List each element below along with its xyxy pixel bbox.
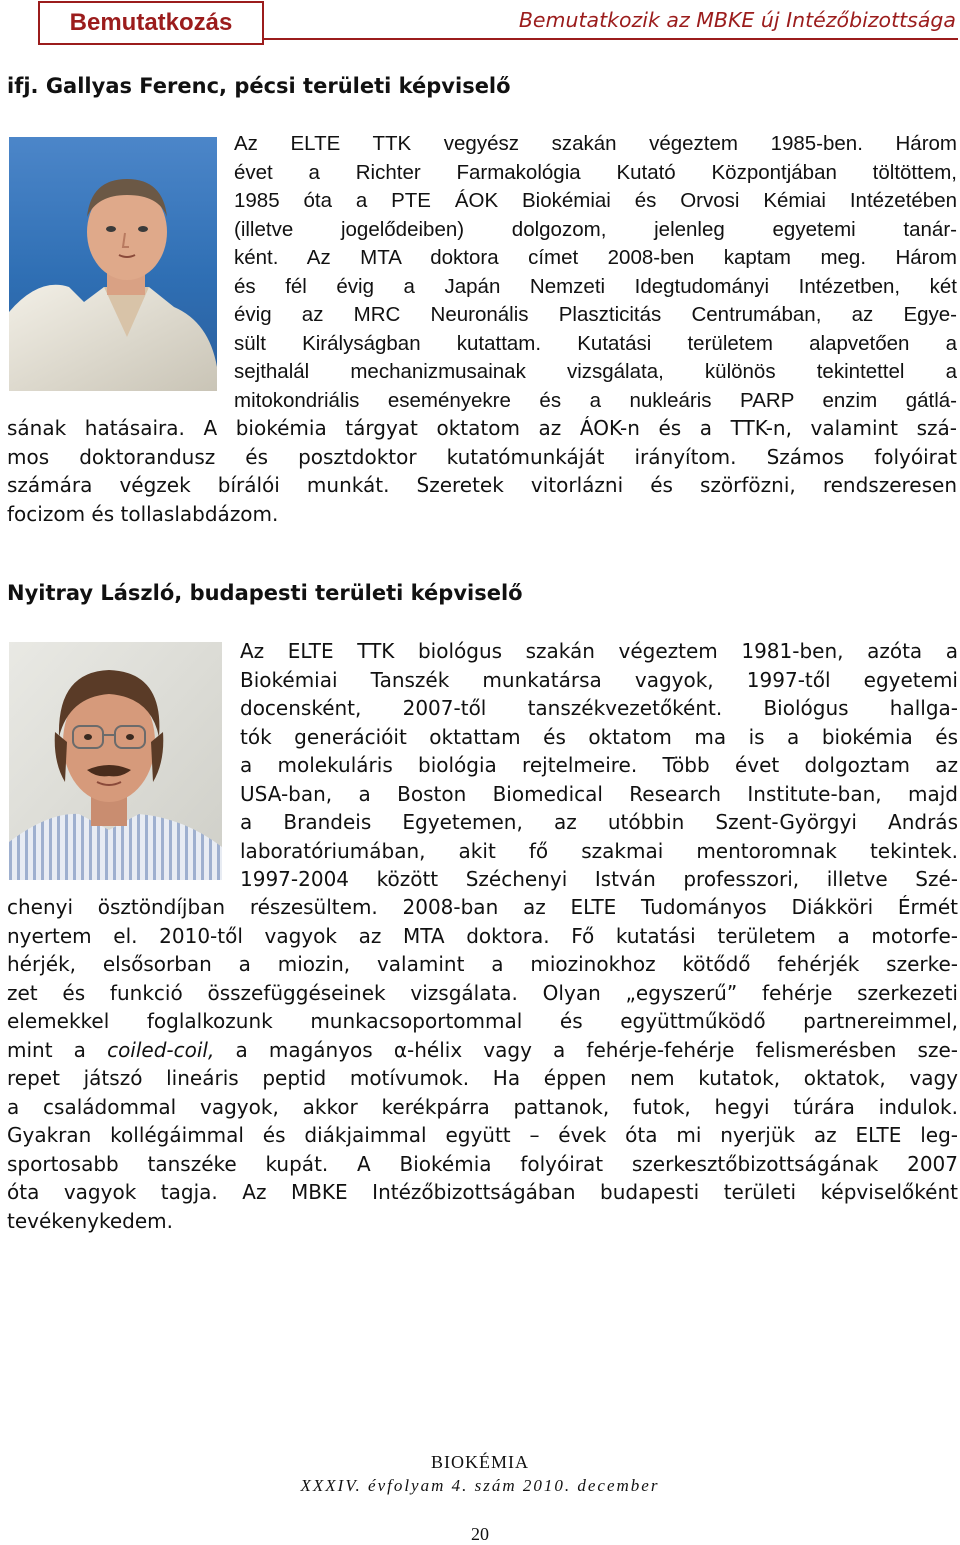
bio-line: laboratóriumában, akit fő szakmai mentoromnak tekintek. bbox=[240, 838, 958, 863]
bio-line: mitokondriális eseményekre és a nukleáris PARP enzim gátlá- bbox=[234, 388, 957, 412]
bio-line: a Brandeis Egyetemen, az utóbbin Szent-Györgyi András bbox=[240, 810, 958, 834]
bio-line: focizom és tollaslabdázom. bbox=[7, 501, 279, 526]
bio-line: sült Királyságban kutattam. Kutatási területem alapvetően a bbox=[234, 331, 957, 355]
bio-line: ként. Az MTA doktora címet 2008-ben kaptam meg. Három bbox=[234, 246, 957, 269]
bio-line: Az ELTE TTK biológus szakán végeztem 1981-ben, azóta a bbox=[240, 639, 958, 663]
bio-line: 1985 óta a PTE ÁOK Biokémiai és Orvosi Kémiai Intézetében bbox=[234, 189, 957, 212]
bio-line: elemekkel foglalkozunk munkacsoportommal és együttműködő partnereimmel, bbox=[7, 1009, 958, 1033]
bio-line: tók generációit oktattam és oktatom ma is a biokémia és bbox=[240, 724, 958, 749]
bio-line: évig az MRC Neuronális Plaszticitás Centrumában, az Egye- bbox=[234, 303, 957, 326]
footer-issue: XXXIV. évfolyam 4. szám 2010. december bbox=[300, 1476, 660, 1495]
bio-line: tevékenykedem. bbox=[7, 1208, 173, 1233]
bio-line: hérjék, elsősorban a miozin, valamint a miozinokhoz kötődő fehérjék szerke- bbox=[7, 952, 958, 976]
bio-line: Biokémiai Tanszék munkatársa vagyok, 1997-től egyetemi bbox=[240, 667, 958, 692]
bio-line: Az ELTE TTK vegyész szakán végeztem 1985-ben. Három bbox=[234, 132, 957, 155]
person1-heading: ifj. Gallyas Ferenc, pécsi területi képviselő bbox=[7, 74, 511, 98]
bio-line: óta vagyok tagja. Az MBKE Intézőbizottságában budapesti területi képviselőként bbox=[7, 1180, 958, 1204]
bio-line: évet a Richter Farmakológia Kutató Központjában töltöttem, bbox=[234, 160, 957, 184]
bio-line: számára végzek bírálói munkát. Szeretek vitorlázni és szörfözni, rendszeresen bbox=[7, 473, 957, 497]
bio-line: (illetve jogelődeiben) dolgozom, jelenleg egyetemi tanár- bbox=[234, 217, 957, 241]
page-header bbox=[8, 0, 958, 48]
person2-bio-full bbox=[7, 893, 958, 1235]
bio-line-italic: coiled-coil, bbox=[107, 1037, 215, 1062]
bio-line-post: a magányos α-hélix vagy a fehérje-fehérje felismerésben sze- bbox=[214, 1037, 958, 1062]
section-label: Bemutatkozás bbox=[38, 1, 264, 45]
person2-bio-wrapped bbox=[240, 637, 958, 894]
bio-line: sának hatásaira. A biokémia tárgyat oktatom az ÁOK-n és a TTK-n, valamint szá- bbox=[7, 416, 957, 440]
bio-line: repet játszó lineáris peptid motívumok. Ha éppen nem kutatok, oktatok, vagy bbox=[7, 1066, 958, 1090]
header-rule bbox=[264, 38, 958, 40]
bio-line: Gyakran kollégáimmal és diákjaimmal együtt – évek óta mi nyerjük az ELTE leg- bbox=[7, 1123, 958, 1147]
person1-photo bbox=[9, 137, 217, 391]
bio-line: a családommal vagyok, akkor kerékpárra pattanok, futok, hegyi túrára indulok. bbox=[7, 1094, 958, 1119]
running-title: Bemutatkozik az MBKE új Intézőbizottsága bbox=[518, 8, 956, 32]
bio-line: sejthalál mechanizmusainak vizsgálata, különös tekintettel a bbox=[234, 360, 957, 383]
bio-line: és fél évig a Japán Nemzeti Idegtudományi Intézetben, két bbox=[234, 274, 957, 298]
bio-line: chenyi ösztöndíjban részesültem. 2008-ban az ELTE Tudományos Diákköri Érmét bbox=[7, 895, 958, 919]
bio-line: USA-ban, a Boston Biomedical Research Institute-ban, majd bbox=[240, 781, 958, 806]
bio-line: zet és funkció összefüggéseinek vizsgálata. Olyan „egyszerű” fehérje szerkezeti bbox=[7, 980, 958, 1005]
bio-line: sportosabb tanszéke kupát. A Biokémia folyóirat szerkesztőbizottságának 2007 bbox=[7, 1151, 958, 1176]
person2-heading: Nyitray László, budapesti területi képviselő bbox=[7, 581, 523, 605]
bio-line: a molekuláris biológia rejtelmeire. Több évet dolgoztam az bbox=[240, 753, 958, 777]
person2-photo bbox=[9, 642, 222, 880]
person1-bio-full bbox=[7, 414, 957, 528]
bio-line-pre: mint a bbox=[7, 1037, 108, 1062]
footer-journal: BIOKÉMIA bbox=[431, 1452, 529, 1472]
bio-line-mixed bbox=[7, 1036, 958, 1065]
bio-line: docensként, 2007-től tanszékvezetőként. Biológus hallga- bbox=[240, 696, 958, 720]
bio-line: nyertem el. 2010-től vagyok az MTA doktora. Fő kutatási területem a motorfe- bbox=[7, 923, 958, 948]
bio-line: 1997-2004 között Széchenyi István professzori, illetve Szé- bbox=[240, 867, 958, 891]
person1-bio-wrapped bbox=[234, 130, 957, 415]
page-number: 20 bbox=[471, 1524, 489, 1544]
bio-line: mos doktorandusz és posztdoktor kutatómunkáját irányítom. Számos folyóirat bbox=[7, 444, 957, 469]
